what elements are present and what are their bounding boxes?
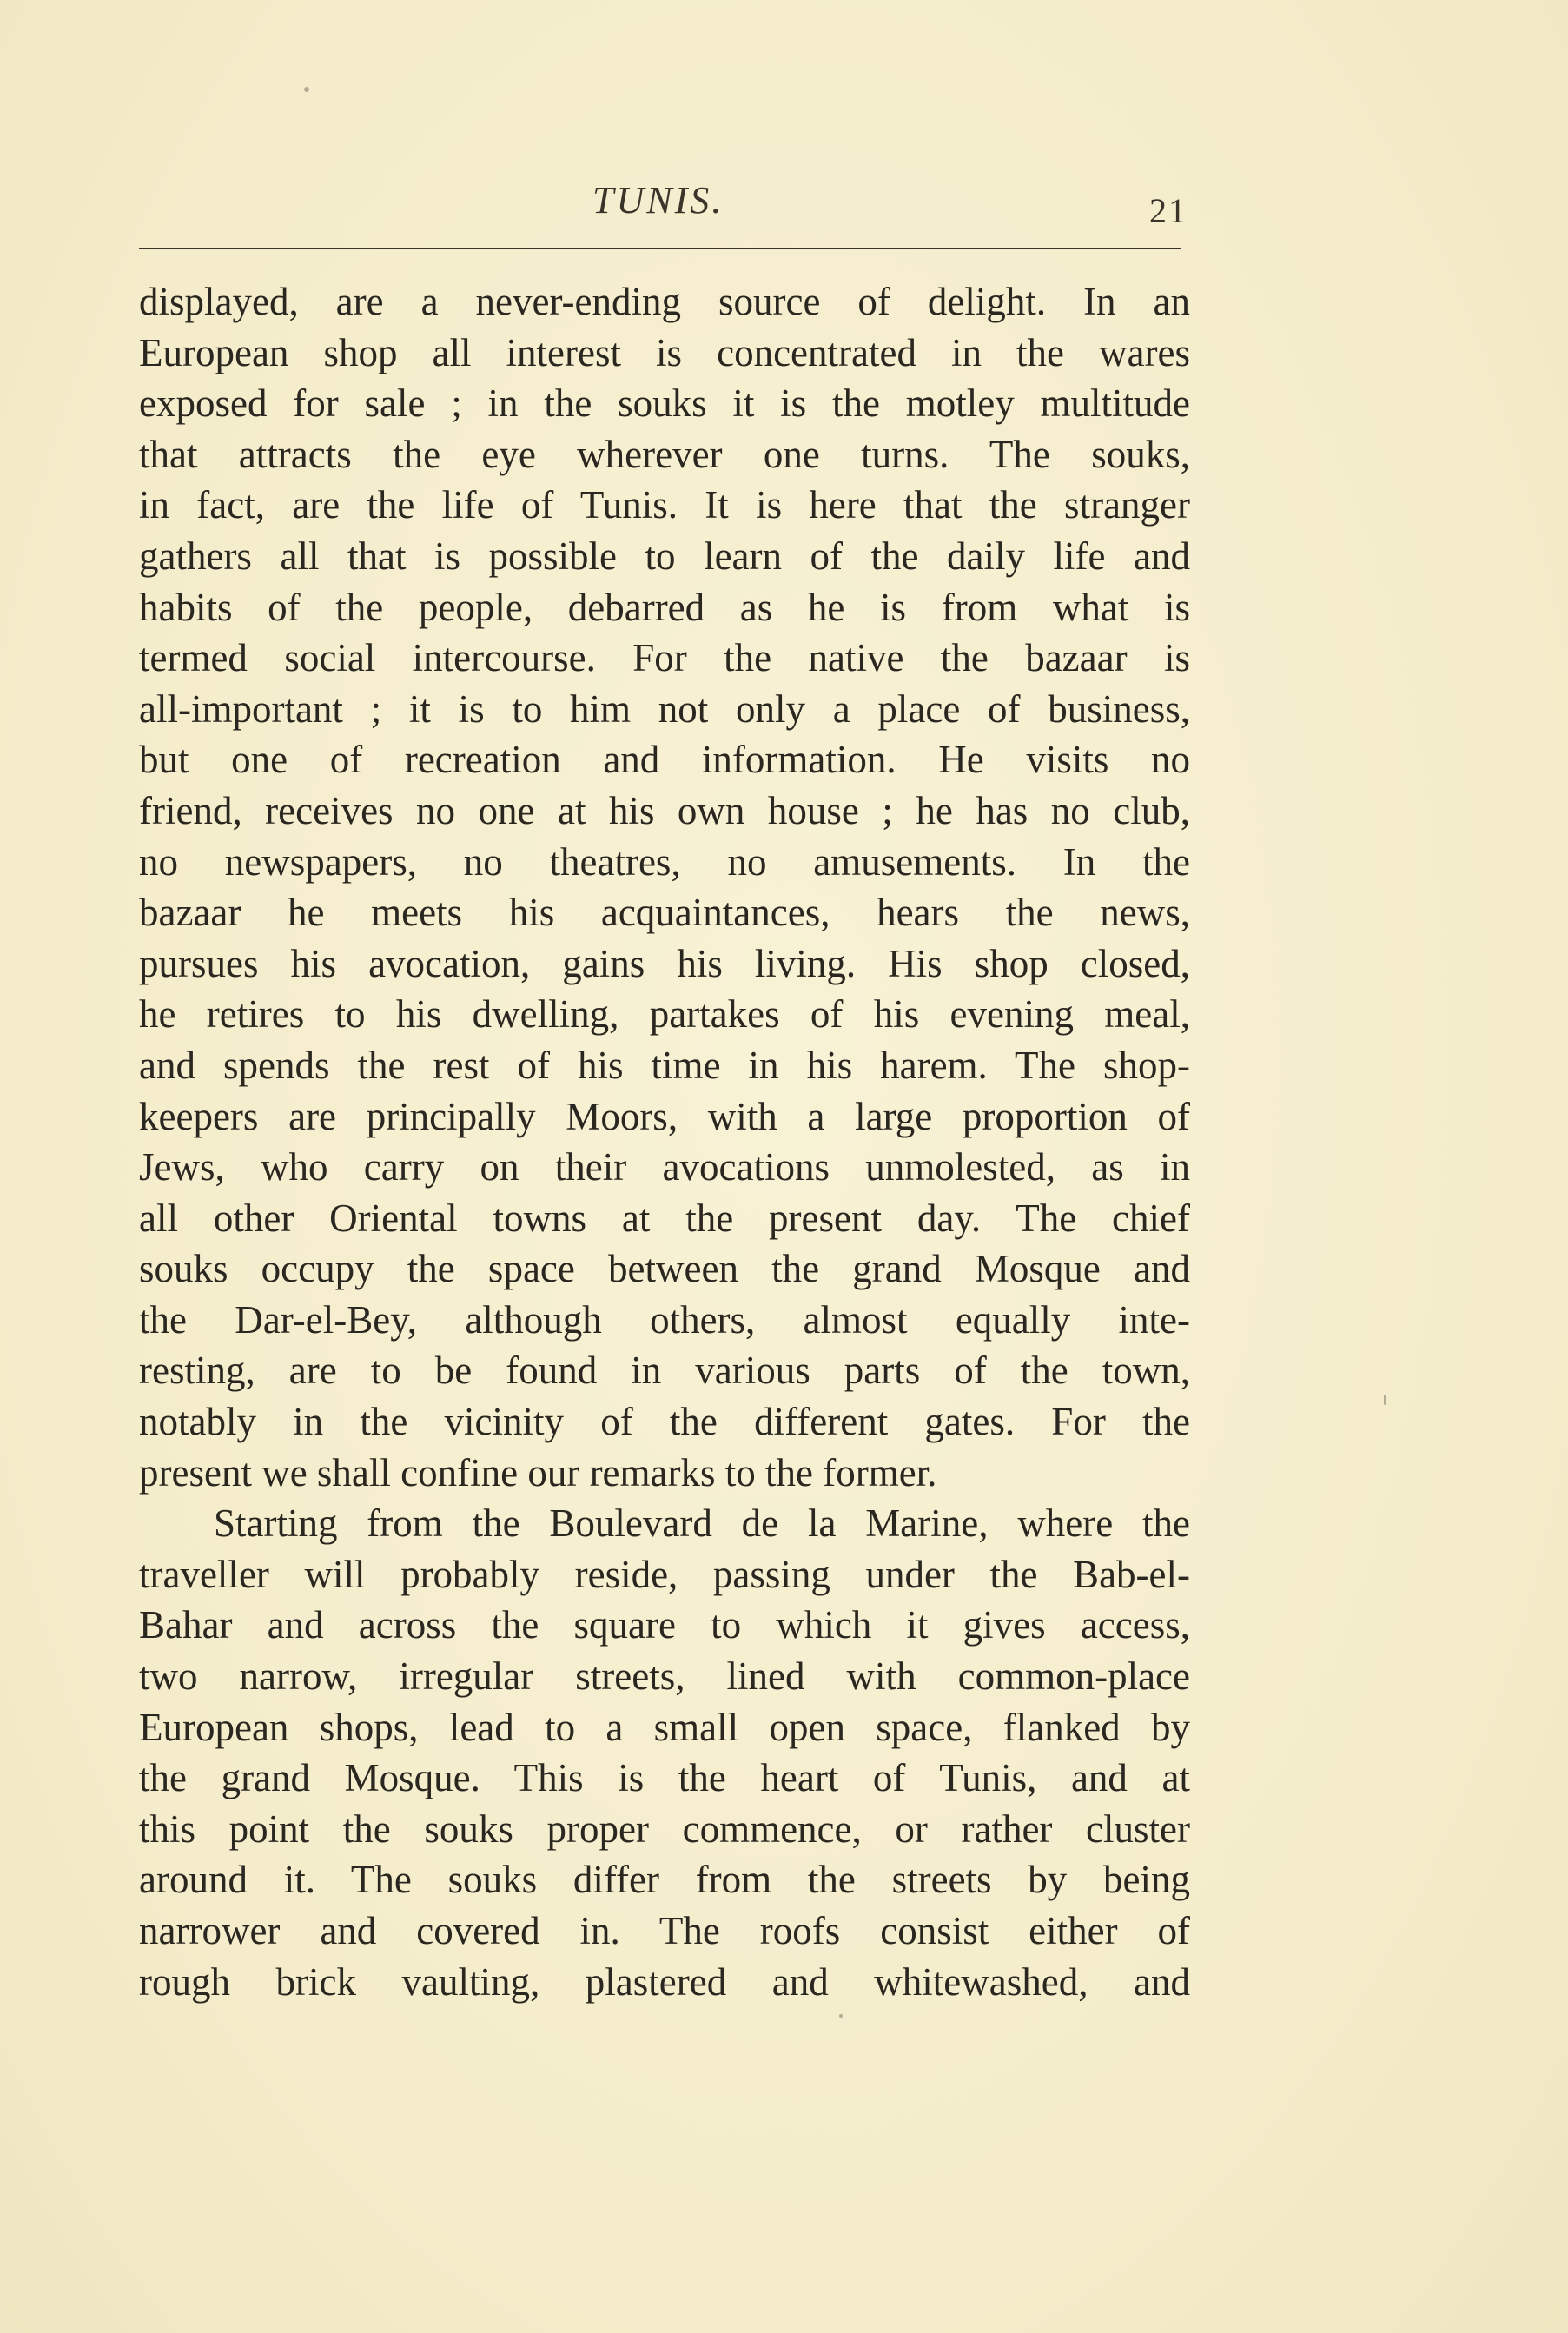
text-line: Bahar and across the square to which it gives access, xyxy=(139,1603,1190,1647)
text-line: he retires to his dwelling, partakes of his evening meal, xyxy=(139,992,1190,1037)
paper-speck xyxy=(304,87,309,92)
text-line: narrower and covered in. The roofs consist either of xyxy=(139,1909,1190,1952)
page-number: 21 xyxy=(1149,191,1188,230)
text-line: but one of recreation and information. He visits no xyxy=(139,738,1190,782)
text-line: habits of the people, debarred as he is from what is xyxy=(139,585,1190,629)
running-title: TUNIS. xyxy=(592,179,724,222)
text-line: no newspapers, no theatres, no amusements. In the xyxy=(139,839,1190,884)
text-line: displayed, are a never-ending source of delight. In an xyxy=(139,280,1190,323)
text-line: bazaar he meets his acquaintances, hears the news, xyxy=(139,891,1190,935)
text-line: souks occupy the space between the grand Mosque and xyxy=(139,1247,1190,1291)
running-head xyxy=(0,178,1568,230)
text-line: traveller will probably reside, passing under the Bab-el- xyxy=(139,1552,1190,1596)
text-line: two narrow, irregular streets, lined with common-place xyxy=(139,1654,1190,1699)
text-line: friend, receives no one at his own house ; he has no club, xyxy=(139,788,1190,832)
paragraph-end-line: present we shall confine our remarks to the former. xyxy=(139,1450,937,1495)
text-line: European shop all interest is concentrated in the wares xyxy=(139,330,1190,374)
text-line: European shops, lead to a small open space, flanked by xyxy=(139,1705,1190,1749)
text-line: exposed for sale ; in the souks it is the motley multitude xyxy=(139,381,1190,426)
paragraph-start-line: Starting from the Boulevard de la Marine, where the xyxy=(214,1501,1190,1546)
header-rule xyxy=(139,248,1181,249)
paper-speck xyxy=(839,2014,843,2018)
text-line: notably in the vicinity of the different gates. For the xyxy=(139,1400,1190,1444)
text-line: the Dar-el-Bey, although others, almost equally inte- xyxy=(139,1297,1190,1342)
text-line: the grand Mosque. This is the heart of Tunis, and at xyxy=(139,1756,1190,1800)
paper-speck xyxy=(1384,1395,1386,1405)
text-line: gathers all that is possible to learn of the daily life and xyxy=(139,534,1190,578)
text-line: termed social intercourse. For the native the bazaar is xyxy=(139,636,1190,680)
text-line: around it. The souks differ from the streets by being xyxy=(139,1858,1190,1902)
body-text xyxy=(139,276,1190,2007)
text-line: resting, are to be found in various parts of the town, xyxy=(139,1349,1190,1393)
text-line: in fact, are the life of Tunis. It is here that the stranger xyxy=(139,483,1190,527)
text-line: keepers are principally Moors, with a large proportion of xyxy=(139,1094,1190,1138)
text-line: Jews, who carry on their avocations unmolested, as in xyxy=(139,1145,1190,1190)
text-line: pursues his avocation, gains his living. His shop closed, xyxy=(139,941,1190,985)
text-line: that attracts the eye wherever one turns. The souks, xyxy=(139,432,1190,476)
text-line: and spends the rest of his time in his harem. The shop- xyxy=(139,1043,1190,1087)
text-line: all-important ; it is to him not only a place of business, xyxy=(139,686,1190,731)
text-line: this point the souks proper commence, or rather cluster xyxy=(139,1806,1190,1851)
text-line: rough brick vaulting, plastered and whitewashed, and xyxy=(139,1959,1190,2004)
text-line: all other Oriental towns at the present day. The chief xyxy=(139,1196,1190,1240)
